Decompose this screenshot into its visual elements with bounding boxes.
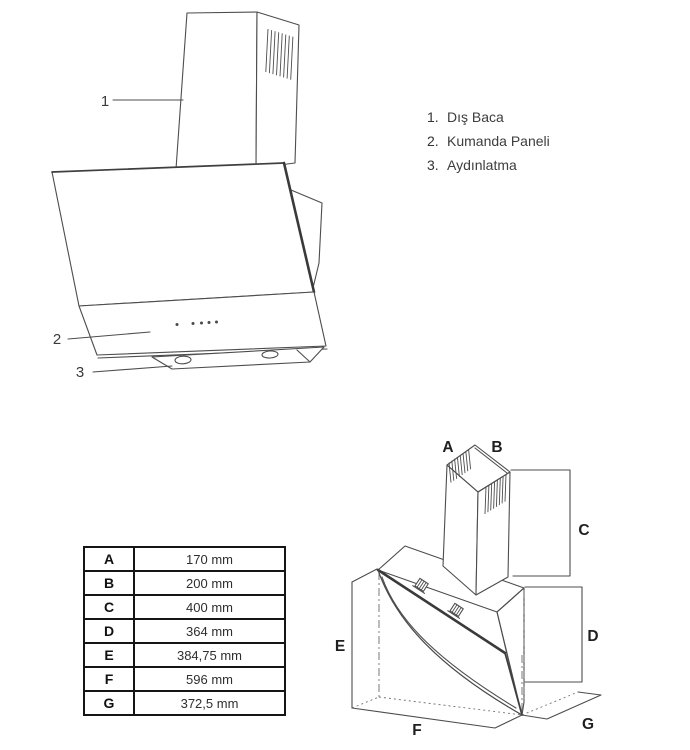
dim-label-D: D bbox=[587, 628, 599, 645]
legend-item-dis-baca bbox=[427, 109, 550, 125]
legend-label: Kumanda Paneli bbox=[447, 133, 550, 149]
dimensions-drawing bbox=[330, 430, 650, 750]
chimney-duct bbox=[443, 445, 510, 595]
dim-bracket-C bbox=[511, 470, 570, 576]
dim-letter: E bbox=[84, 643, 134, 667]
table-row bbox=[84, 667, 285, 691]
table-row bbox=[84, 691, 285, 715]
dim-bracket-D bbox=[525, 587, 582, 682]
parts-legend bbox=[427, 109, 550, 181]
dim-label-A: A bbox=[442, 439, 454, 456]
table-row bbox=[84, 547, 285, 571]
legend-item-aydinlatma bbox=[427, 157, 550, 173]
legend-number: 1. bbox=[427, 109, 439, 125]
dim-value: 372,5 mm bbox=[134, 691, 285, 715]
dim-label-E: E bbox=[334, 638, 346, 655]
dim-value: 170 mm bbox=[134, 547, 285, 571]
legend-item-kumanda-paneli bbox=[427, 133, 550, 149]
glass-panel bbox=[52, 163, 314, 306]
dim-value: 400 mm bbox=[134, 595, 285, 619]
legend-number: 3. bbox=[427, 157, 439, 173]
dim-value: 364 mm bbox=[134, 619, 285, 643]
legend-label: Dış Baca bbox=[447, 109, 504, 125]
table-row bbox=[84, 571, 285, 595]
table-row bbox=[84, 619, 285, 643]
dim-letter: F bbox=[84, 667, 134, 691]
callout-3: 3 bbox=[75, 364, 85, 381]
callout-2: 2 bbox=[52, 331, 62, 348]
table-row bbox=[84, 643, 285, 667]
table-row bbox=[84, 595, 285, 619]
dim-letter: G bbox=[84, 691, 134, 715]
legend-label: Aydınlatma bbox=[447, 157, 517, 173]
dim-letter: D bbox=[84, 619, 134, 643]
chimney-outline bbox=[176, 12, 299, 169]
dim-label-C: C bbox=[578, 522, 590, 539]
floor-edges bbox=[352, 708, 522, 728]
legend-number: 2. bbox=[427, 133, 439, 149]
callout-1: 1 bbox=[100, 93, 110, 110]
hood-isometric-drawing bbox=[30, 0, 350, 390]
dim-value: 384,75 mm bbox=[134, 643, 285, 667]
dim-label-B: B bbox=[491, 439, 503, 456]
dim-area-G bbox=[522, 692, 601, 719]
dim-line-E bbox=[352, 569, 377, 708]
dim-letter: B bbox=[84, 571, 134, 595]
dim-label-G: G bbox=[581, 716, 595, 733]
dim-label-F: F bbox=[412, 722, 422, 739]
dimensions-table bbox=[83, 546, 286, 716]
dim-letter: C bbox=[84, 595, 134, 619]
dim-value: 596 mm bbox=[134, 667, 285, 691]
dim-value: 200 mm bbox=[134, 571, 285, 595]
dim-letter: A bbox=[84, 547, 134, 571]
